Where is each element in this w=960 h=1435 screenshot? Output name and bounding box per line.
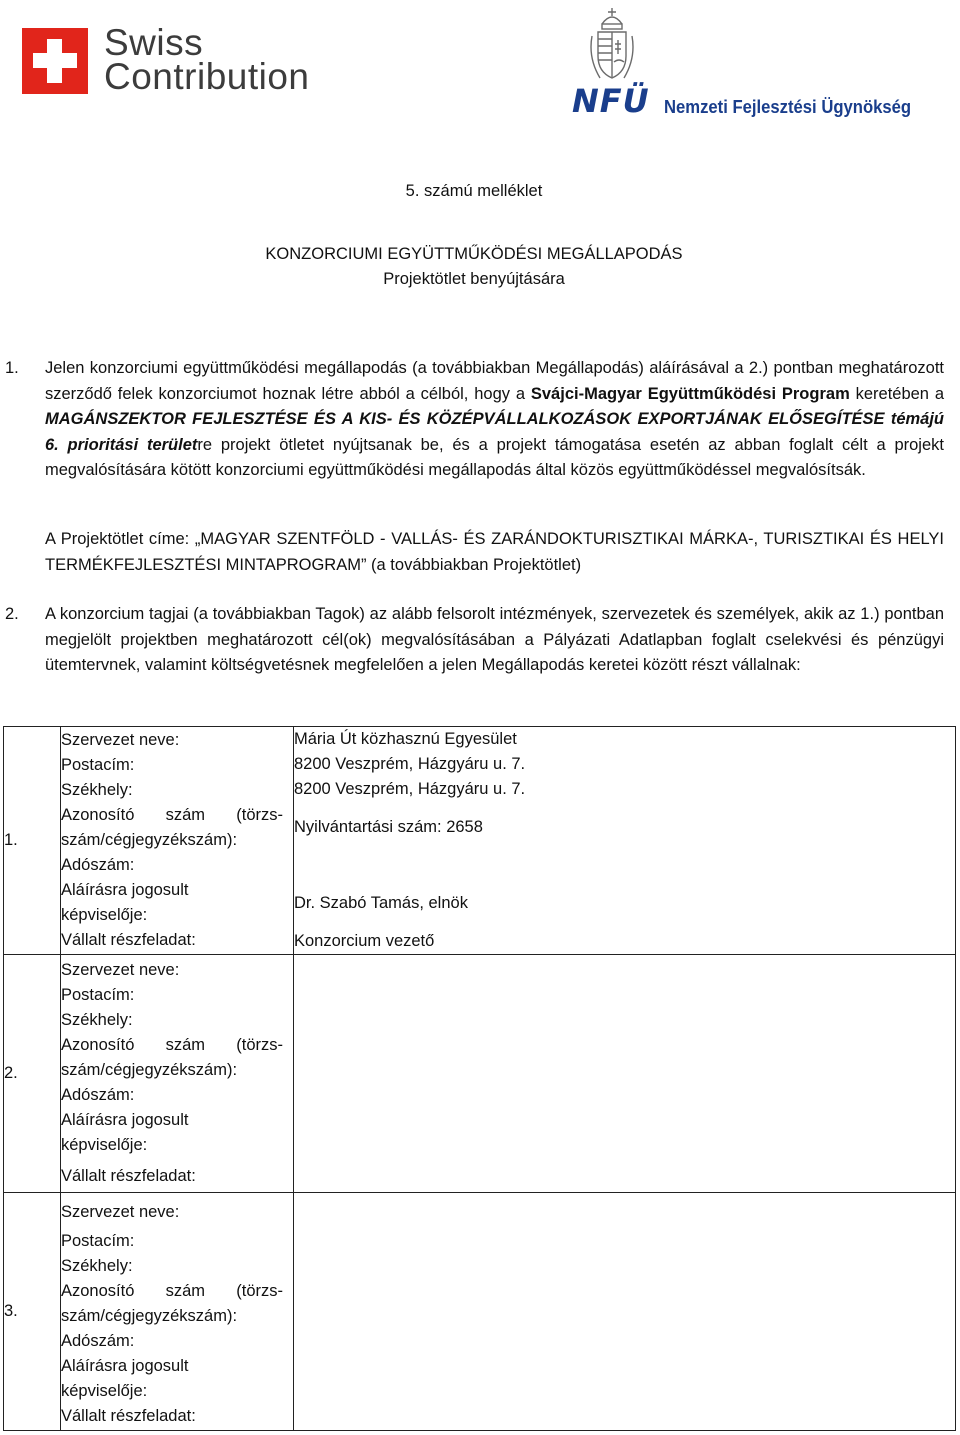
annex-label: 5. számú melléklet	[405, 182, 543, 200]
priority-theme: MAGÁNSZEKTOR FEJLESZTÉSE ÉS A KIS- ÉS KÖZÉPVÁLLALKOZÁSOK EXPORTJÁNAK ELŐSEGÍTÉSE témájú 6. prioritási terület	[45, 410, 944, 454]
nfu-logo	[572, 6, 932, 121]
label-id-c: (törzs-	[236, 806, 283, 824]
member-row	[4, 727, 956, 955]
label-tax: Adószám:	[61, 1332, 135, 1350]
member-labels	[61, 955, 294, 1193]
label-rep-line1: Aláírásra jogosult	[61, 1111, 189, 1129]
program-name: Svájci-Magyar Együttműködési Program	[530, 384, 850, 403]
label-org-name: Szervezet neve:	[61, 1203, 180, 1221]
swiss-contribution-logo	[22, 22, 310, 97]
label-seat: Székhely:	[61, 1011, 133, 1029]
section-1-text-a: Jelen konzorciumi együttműködési megállapodás (a továbbiakban Megállapodás) aláírásával a 2.) pontban meghatározott szerződő felek konzorciumot hoznak létre abból a célból, hogy a	[45, 359, 944, 403]
member-id: Nyilvántartási szám: 2658	[294, 818, 483, 836]
label-tax: Adószám:	[61, 856, 135, 874]
label-id-c: (törzs-	[236, 1036, 283, 1054]
label-org-name: Szervezet neve:	[61, 731, 180, 749]
section-1	[5, 356, 945, 484]
label-id-a: Azonosító	[61, 1036, 135, 1054]
nfu-agency-name: Nemzeti Fejlesztési Ügynökség	[664, 96, 912, 117]
member-postal: 8200 Veszprém, Házgyáru u. 7.	[294, 755, 526, 773]
member-number: 2.	[4, 955, 61, 1193]
section-2-number: 2.	[5, 605, 19, 623]
label-id-line1	[61, 1279, 283, 1304]
label-seat: Székhely:	[61, 1257, 133, 1275]
label-tax: Adószám:	[61, 1086, 135, 1104]
label-id-b: szám	[165, 1036, 206, 1054]
label-seat: Székhely:	[61, 781, 133, 799]
member-number: 1.	[4, 727, 61, 955]
member-labels	[61, 727, 294, 955]
document-subtitle: Projektötlet benyújtására	[383, 270, 565, 288]
member-values	[294, 1193, 956, 1431]
member-representative: Dr. Szabó Tamás, elnök	[294, 894, 468, 912]
label-task: Vállalt részfeladat:	[61, 1167, 196, 1185]
label-rep-line1: Aláírásra jogosult	[61, 881, 189, 899]
label-id-c: (törzs-	[236, 1282, 283, 1300]
section-1-paragraph	[45, 356, 944, 484]
member-row	[4, 1193, 956, 1431]
member-row	[4, 955, 956, 1193]
member-labels	[61, 1193, 294, 1431]
section-2-text: A konzorcium tagjai (a továbbiakban Tagok) az alább felsorolt intézmények, szervezetek és személyek, akik az 1.) pontban megjelölt projektben meghatározott cél(ok) megvalósításában a Pályázati Adatlapban foglalt cselekvési és pénzügyi ütemtervnek, valamint költségvetésnek megfelelően a jelen Megállapodás keretei között részt vállalnak:	[45, 605, 944, 674]
member-number: 3.	[4, 1193, 61, 1431]
section-1-number: 1.	[5, 359, 19, 377]
label-id-b: szám	[165, 806, 206, 824]
project-title-text: A Projektötlet címe: „MAGYAR SZENTFÖLD - VALLÁS- ÉS ZARÁNDOKTURISZTIKAI MÁRKA-, TURISZTIKAI ÉS HELYI TERMÉKFEJLESZTÉSI MINTAPROGRAM” (a továbbiakban Projektötlet)	[45, 530, 944, 574]
section-1-text-c: re projekt ötletet nyújtsanak be, és a projekt támogatása esetén az abban foglalt célt a projekt megvalósítására kötött konzorciumi együttműködési megállapodás által közös együttműködéssel megvalósítsák.	[45, 435, 944, 479]
member-seat: 8200 Veszprém, Házgyáru u. 7.	[294, 780, 526, 798]
label-postal: Postacím:	[61, 1232, 135, 1250]
label-rep-line2: képviselője:	[61, 1136, 148, 1154]
document-title: KONZORCIUMI EGYÜTTMŰKÖDÉSI MEGÁLLAPODÁS	[265, 245, 683, 263]
label-id-line2: szám/cégjegyzékszám):	[61, 1061, 238, 1079]
label-id-a: Azonosító	[61, 806, 135, 824]
swiss-logo-line2: Contribution	[104, 56, 310, 97]
swiss-logo-line1: Swiss	[104, 22, 204, 63]
label-rep-line1: Aláírásra jogosult	[61, 1357, 189, 1375]
label-id-line2: szám/cégjegyzékszám):	[61, 1307, 238, 1325]
consortium-members-table	[3, 726, 956, 1431]
hungarian-coat-of-arms-icon	[588, 6, 636, 86]
label-rep-line2: képviselője:	[61, 906, 148, 924]
project-title-paragraph	[45, 527, 944, 578]
label-postal: Postacím:	[61, 756, 135, 774]
member-values	[294, 727, 956, 955]
label-id-a: Azonosító	[61, 1282, 135, 1300]
swiss-cross-icon	[22, 28, 88, 94]
section-1-text-b: keretében a	[849, 384, 945, 403]
label-id-line1	[61, 803, 283, 828]
member-org-name: Mária Út közhasznú Egyesület	[294, 730, 517, 748]
label-id-line1	[61, 1033, 283, 1058]
member-task: Konzorcium vezető	[294, 932, 435, 950]
nfu-mark: NFÜ	[572, 82, 650, 120]
section-2	[5, 602, 944, 679]
label-postal: Postacím:	[61, 986, 135, 1004]
label-task: Vállalt részfeladat:	[61, 1407, 196, 1425]
label-id-line2: szám/cégjegyzékszám):	[61, 831, 238, 849]
label-org-name: Szervezet neve:	[61, 961, 180, 979]
label-id-b: szám	[165, 1282, 206, 1300]
label-rep-line2: képviselője:	[61, 1382, 148, 1400]
member-values	[294, 955, 956, 1193]
label-task: Vállalt részfeladat:	[61, 931, 196, 949]
